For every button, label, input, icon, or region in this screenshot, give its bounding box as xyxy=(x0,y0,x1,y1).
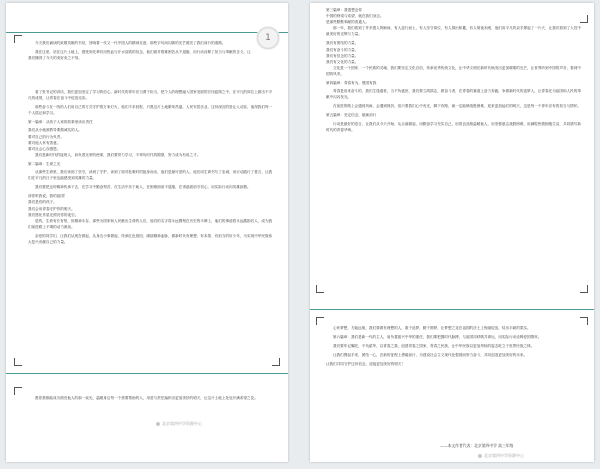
paragraph: 我们要牢记嘱托，不负韶华，以青春之我，创建青春之国家，青春之民族，让中华民族以更加昂扬的姿态屹立于世界民族之林。 xyxy=(333,344,535,349)
section-heading: 第五篇章：坚定信念，砥砺前行 xyxy=(326,113,377,118)
paragraph: 从那些生命里，我们读到了坚守，读到了守护，读到了面对危难时的挺身而出，他们是最可爱的人，他们用生命书写了忠诚，用行动践行了誓言，让我们在平凡的日子里也能感受到英雄的力量。 xyxy=(28,170,273,181)
left-body-main xyxy=(28,89,274,248)
text-line: 是那些默默奉献的普通人。 xyxy=(326,20,370,25)
paragraph: 看了张书记的讲话，我们更加坚定了学习的信心，新时代的青年应当勇于担当，把个人的理想融入国家发展的宏伟蓝图之中，在平凡的岗位上做出不平凡的成绩，让青春在奋斗中绽放光彩。 xyxy=(28,90,273,101)
paragraph: 青春是用来奋斗的，我们生逢盛世，当不负盛世，我们要立鸿鹄志，做奋斗者，在青春的赛道上奋力奔跑，争做新时代的追梦人，让青春在为祖国和人民的奉献中闪闪发光。 xyxy=(326,89,581,100)
section-heading: 第一篇章：从孩子人家的故事里读出责任 xyxy=(28,120,93,125)
crop-mark xyxy=(14,35,22,43)
page-break-rule xyxy=(6,373,288,374)
right-document-page xyxy=(310,3,594,462)
watermark-logo-icon xyxy=(478,454,482,458)
page-break-rule xyxy=(310,309,594,310)
paragraph: 愿你我都能成为照亮他人的那一束光，温暖身边每一个需要帮助的人，用爱与责任编织出更加美好的明天，让这片土地上处处开满希望之花。 xyxy=(35,396,258,400)
paragraph: 那一年，我们看到了许多感人的瞬间，有人逆行而上，有人坚守岗位，有人捐出积蓄，有人彻夜未眠，他们用平凡的双手撑起了一片天，让我们看到了人性中最美好的光辉与力量。 xyxy=(326,26,581,37)
right-body-main xyxy=(326,7,582,136)
text-line: 我们有信念的力量。 xyxy=(326,53,359,58)
text-line: 我们有文化的力量。 xyxy=(326,59,359,64)
left-document-page xyxy=(6,3,288,462)
header-rule xyxy=(6,32,288,33)
text-line: 我们愿化作星光照亮你的夜空。 xyxy=(28,212,79,217)
text-line: 第三篇章：我很想念你 xyxy=(326,8,362,12)
text-line: 中国的脊梁与希望，就在我们身边。 xyxy=(326,14,384,19)
crop-mark xyxy=(14,358,22,366)
watermark-text: 北京第四中学资源中心 xyxy=(162,421,202,426)
crop-mark xyxy=(580,285,588,293)
paragraph: 我在这里，站在这片土地上，感受到先辈们用热血与汗水浇筑的信念，他们面对艰难困苦从不退缩，用行动诠释了担当与奉献的含义，让我们懂得了今天的美好来之不易。 xyxy=(28,50,251,61)
text-line: 请你听我说，我的祖国！ xyxy=(28,194,68,199)
paragraph: 心怀梦想，方能远航，我们要做有理想的人，敢于追梦，勤于圆梦，让梦想之花在祖国的沃土上绚丽绽放，结出丰硕的果实。 xyxy=(333,326,531,330)
section-heading: 第四篇章：青春有为，强国有我 xyxy=(326,81,377,86)
left-body-next-page xyxy=(28,395,274,404)
text-line: 我们是你的孩子。 xyxy=(28,200,57,205)
text-line: 我们从小就被教导要做诚实的人。 xyxy=(28,128,82,133)
crop-mark xyxy=(272,358,280,366)
crop-mark xyxy=(580,317,588,325)
crop-mark xyxy=(316,317,324,325)
left-body-top xyxy=(28,40,252,64)
watermark xyxy=(478,453,524,459)
paragraph: 我们是新时代的接班人，肩负着光荣的使命，我们要努力学习，不辜负时代的期望，努力成为有用之才。 xyxy=(35,152,201,157)
page-number: 1 xyxy=(265,33,271,43)
paragraph: 第六篇章：我们是新一代的主人，肩负着振兴中华的重任，我们要把握时代脉搏，与祖国同呼吸共命运，用实际行动诠释爱国情怀。 xyxy=(333,335,542,340)
page-number-indicator[interactable] xyxy=(256,26,280,50)
paragraph: 今天我们诵读的致敬英雄的书信，回响着一代又一代中国人的精神足迹，那些字句间闪烁的光芒照亮了我们前行的道路。 xyxy=(35,41,226,45)
closing-line: 让我们共同守护这份信念，迎接更加美好的明天！ xyxy=(326,362,406,367)
watermark xyxy=(156,421,202,427)
section-heading: 第二篇章：生命之光 xyxy=(28,161,61,166)
paragraph: 那些奋斗在一线的人们用自己的方式守护着万家灯火，他们不求回报，只愿这片土地繁荣昌盛，人民安居乐业，这份深沉的爱让人动容，值得我们每一个人铭记和学习。 xyxy=(28,105,273,116)
paragraph: 行动是最好的语言，让我们从今天开始，从点滴做起，用勤奋学习充实自己，用善良品格温暖他人，用坚强意志战胜困难，用满腔热情拥抱生活，共同谱写新时代的青春华章。 xyxy=(326,121,581,132)
text-line: 我们会用青春守护你的明天。 xyxy=(28,206,75,211)
paragraph: 是的，生命有长有短，但精神永存，那些为国家和人民献出生命的人们，他们的名字将永远镌刻在历史的丰碑上，他们的事迹将永远激励后人，成为我们前进路上不竭的动力源泉。 xyxy=(28,218,273,229)
paragraph: 让我们携起手来，团结一心，在新的征程上勇毅前行，为建设社会主义现代化强国而努力奋斗，共同创造更加美好的未来。 xyxy=(333,353,528,358)
watermark-logo-icon xyxy=(156,422,160,426)
crop-mark xyxy=(316,285,324,293)
text-line: 我们有奋斗的力量。 xyxy=(326,47,359,52)
signature-line: ——本文作者代表：北京第四中学 高三年级 xyxy=(440,443,514,448)
watermark-text: 北京第四中学资源中心 xyxy=(484,453,524,458)
text-line: 要对社会心存感恩。 xyxy=(28,146,61,151)
text-line: 我们有团结的力量。 xyxy=(326,41,359,46)
paragraph: 我们要把这份精神传承下去，在学习中勤奋刻苦，在生活中乐于助人，在困难面前不退缩，在诱惑面前守初心，用实际行动向英雄致敬。 xyxy=(35,185,251,190)
paragraph: 亲爱的同学们，让我们从现在做起，从身边小事做起，传承红色基因，赓续精神血脉，做新时代有理想、有本领、有担当的好少年，为实现中华民族伟大复兴贡献自己的力量。 xyxy=(28,233,273,244)
paragraph: 在前进的路上会遇到风雨，会遇到挫折，但只要我们心中有光，脚下有路，就一定能够战胜困难，迎来更加灿烂的明天，这是每一个青年应有的担当与情怀。 xyxy=(333,104,581,109)
text-line: 要对他人怀有善意。 xyxy=(28,140,61,145)
right-body-next-page xyxy=(326,325,582,367)
crop-mark xyxy=(14,387,22,395)
text-line: 要对自己的行为负责。 xyxy=(28,134,64,139)
paragraph: 文化是一个国家、一个民族的灵魂，我们要坚定文化自信，传承优秀传统文化，让中华文明在新时代焕发出更加璀璨的光芒，让世界听到中国的声音，看到中国的风采。 xyxy=(326,65,581,76)
